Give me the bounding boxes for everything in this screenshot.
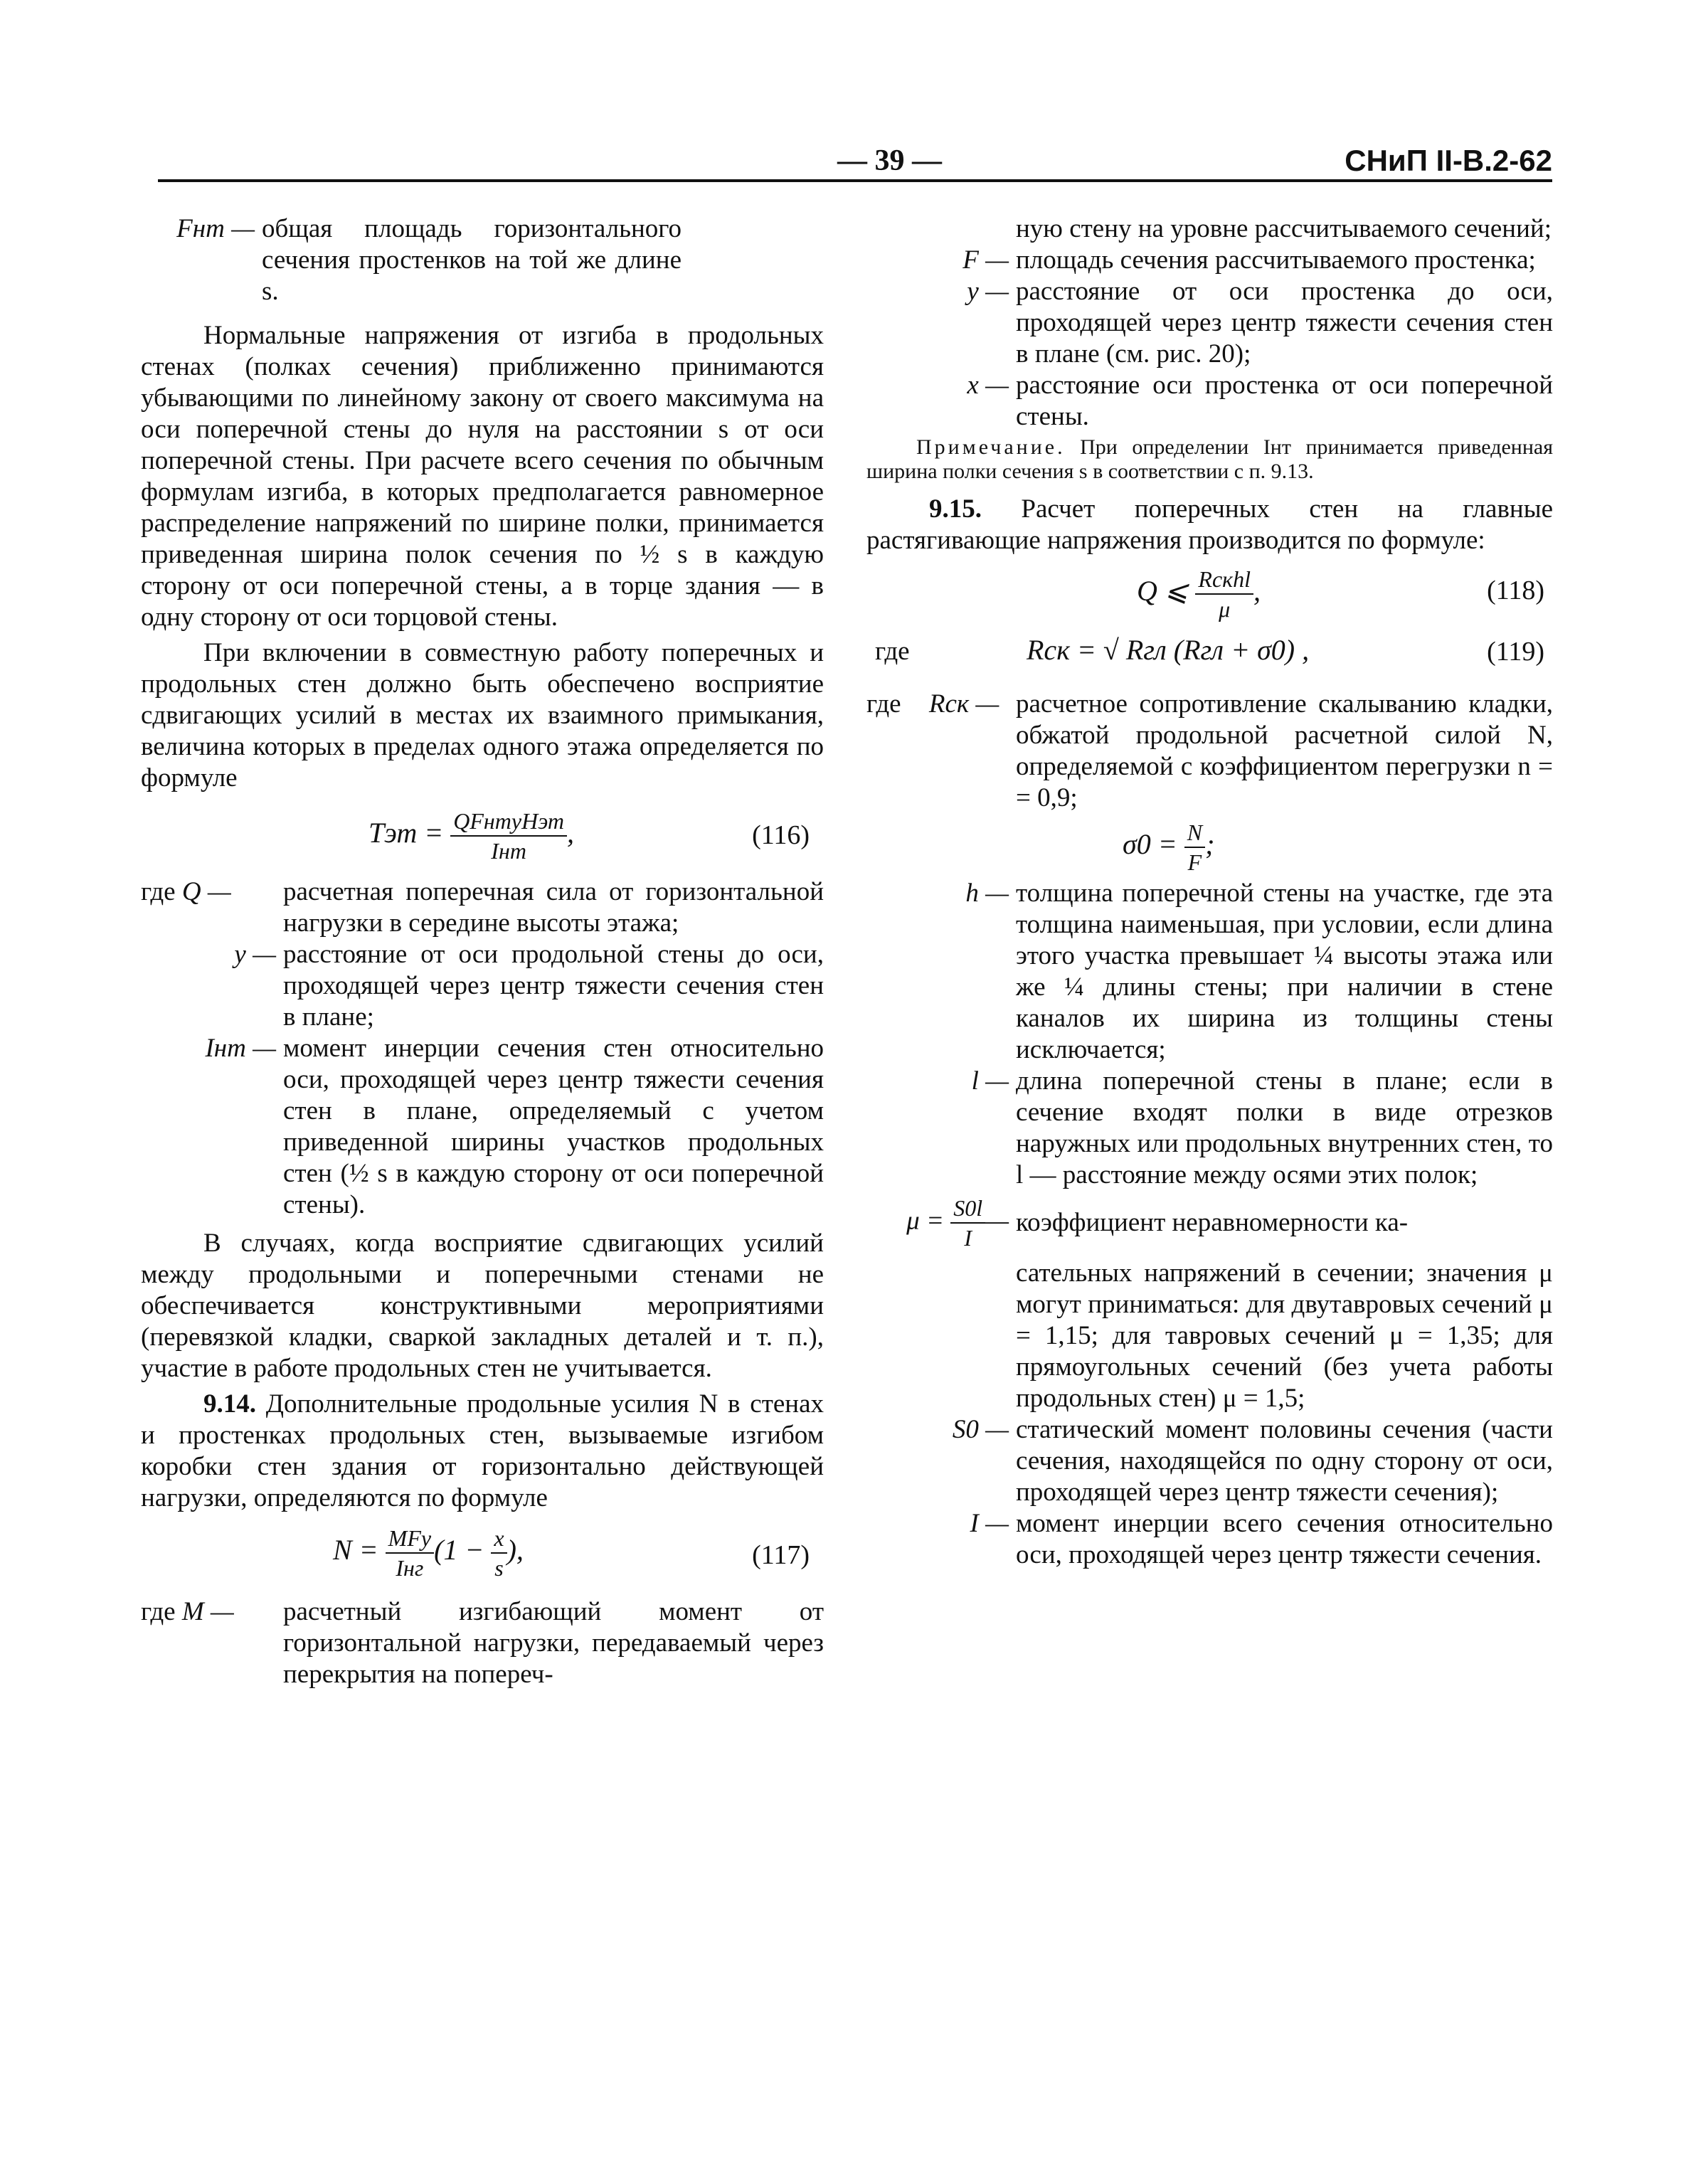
section-number: 9.15.	[929, 494, 982, 524]
definition-text: площадь сечения рассчитываемого простенка;	[1016, 245, 1536, 275]
page-number: — 39 —	[837, 144, 942, 177]
definition-s0	[866, 1414, 1553, 1508]
definition-symbol: Rск —	[928, 689, 999, 719]
definition-y	[866, 276, 1553, 370]
equation-numerator: N	[1184, 818, 1205, 848]
equation-lhs: Tэт =	[368, 817, 444, 849]
header-rule	[158, 179, 1552, 182]
definition-q	[141, 876, 824, 939]
definition-int	[141, 1033, 824, 1221]
equation-118	[866, 561, 1553, 632]
equation-numerator: MFy	[386, 1524, 434, 1554]
equation-tail: ),	[507, 1534, 524, 1567]
definition-f	[866, 245, 1553, 276]
definition-text: момент инерции всего сечения относительно оси, проходящей через центр тяжести сечения.	[1016, 1509, 1553, 1569]
definition-m	[141, 1596, 824, 1690]
equation-number: (116)	[752, 820, 810, 850]
definition-symbol: l —	[971, 1066, 1009, 1096]
note	[866, 435, 1553, 484]
definition-y	[141, 939, 824, 1033]
definition-mu	[866, 1194, 1553, 1252]
definition-text: расстояние от оси продольной стены до оси, проходящей через центр тяжести сечения стен в плане;	[283, 940, 824, 1032]
definition-symbol: I —	[970, 1509, 1009, 1538]
definition-symbol: F —	[963, 245, 1009, 275]
definition-text: сательных напряжений в сечении; значения μ могут приниматься: для двутавровых сечений μ = 1,15; для тавровых сечений μ = 1,35; для прямоугольных сечений (без учета работы продольных стен) μ = 1,5;	[1016, 1258, 1553, 1413]
definition-text: расстояние оси простенка от оси поперечной стены.	[1016, 371, 1553, 431]
where-label: где	[141, 1597, 176, 1626]
equation-number: (119)	[1487, 637, 1544, 667]
equation-lhs: N =	[333, 1534, 378, 1567]
equation-sigma	[866, 814, 1553, 878]
equation-denominator: Iнг	[396, 1555, 424, 1581]
equation-denominator: s	[494, 1555, 504, 1581]
paragraph-bending-stresses: Нормальные напряжения от изгиба в продольных стенах (полках сечения) приближенно принимаются убывающими по линейному закону от своего максимума на оси поперечной стены до нуля на расстоянии s от оси поперечной стены. При расчете всего сечения по обычным формулам изгиба, в которых предполагается равномерное распределение напряжений по ширине полки, принимается приведенная ширина полок сечения по ½ s в каждую сторону от оси поперечной стены, а в торце здания — в одну сторону от оси торцовой стены.	[141, 321, 824, 632]
definition-mu-continued	[866, 1258, 1553, 1414]
definition-symbol: S0 —	[952, 1415, 1009, 1444]
equation-numerator: QFнтyHэт	[450, 807, 567, 837]
paragraph-shear-forces: При включении в совместную работу поперечных и продольных стен должно быть обеспечено восприятие сдвигающих усилий в местах их взаимного примыкания, величина которых в пределах одного этажа определяется по формуле	[141, 638, 824, 793]
definition-text: длина поперечной стены в плане; если в сечение входят полки в виде отрезков наружных или продольных внутренних стен, то l — расстояние между осями этих полок;	[1016, 1066, 1553, 1189]
equation-denominator: Iнт	[491, 838, 526, 864]
equation-denominator: μ	[1219, 596, 1231, 622]
where-label: где	[875, 637, 910, 666]
definition-moment-of-inertia	[866, 1508, 1553, 1571]
definition-m-continued	[866, 213, 1553, 245]
section-text: Дополнительные продольные усилия N в стенах и простенках продольных стен, вызываемые изгибом коробки стен здания от горизонтально действующей нагрузки, определяются по формуле	[141, 1389, 824, 1512]
equation-lhs: μ =	[906, 1206, 944, 1236]
equation-numerator: S0l	[950, 1194, 985, 1224]
definition-symbol: y —	[967, 277, 1009, 306]
equation-119	[866, 632, 1553, 689]
definition-l	[866, 1066, 1553, 1191]
definition-text: коэффициент неравномерности ка-	[1016, 1208, 1409, 1237]
equation-numerator: Rскhl	[1195, 565, 1253, 595]
section-text: Расчет поперечных стен на главные растягивающие напряжения производится по формуле:	[866, 494, 1554, 555]
section-9-14	[141, 1389, 824, 1514]
where-label: где	[866, 689, 901, 719]
definition-rsk	[866, 689, 1553, 814]
definition-symbol: Fнт —	[176, 214, 255, 243]
definition-h	[866, 878, 1553, 1066]
section-9-15	[866, 494, 1553, 556]
equation-denominator: I	[964, 1225, 972, 1251]
definition-symbol: M —	[181, 1597, 234, 1626]
definition-text: общая площадь горизонтального сечения простенков на той же длине s.	[262, 214, 682, 306]
definition-x	[866, 370, 1553, 433]
where-label: где	[141, 877, 176, 906]
definition-text: расчетное сопротивление скалыванию кладки, обжатой продольной расчетной силой N, определяемой с коэффициентом перегрузки n = = 0,9;	[1016, 689, 1553, 812]
definition-symbol: Iнт —	[205, 1034, 276, 1063]
definition-symbol: y —	[234, 940, 276, 969]
definition-text: расчетная поперечная сила от горизонтальной нагрузки в середине высоты этажа;	[283, 877, 824, 938]
right-column	[866, 213, 1553, 1571]
definition-text: статический момент половины сечения (части сечения, находящейся по одну сторону от оси, проходящей через центр тяжести сечения);	[1016, 1415, 1553, 1507]
equation-tail: ;	[1205, 828, 1215, 861]
definition-text: толщина поперечной стены на участке, где эта толщина наименьшая, при условии, если длина этого участка превышает ¼ высоты этажа или же ¼ длины стены; при наличии в стене каналов их ширина из толщины стены исключается;	[1016, 879, 1553, 1064]
paragraph-no-shear-transfer: В случаях, когда восприятие сдвигающих усилий между продольными и поперечными стенами не обеспечивается конструктивными мероприятиями (перевязкой кладки, сваркой закладных деталей и т. п.), участие в работе продольных стен не учитывается.	[141, 1229, 824, 1383]
equation-body: Rск = √ Rгл (Rгл + σ0) ,	[1027, 634, 1310, 666]
definition-text: ную стену на уровне рассчитываемого сечений;	[1016, 214, 1552, 243]
equation-bracket: (1 −	[434, 1534, 484, 1567]
definition-text: момент инерции сечения стен относительно оси, проходящей через центр тяжести сечения стен в плане, определяемый с учетом приведенной ширины участков продольных стен (½ s в каждую сторону от оси поперечной стены).	[283, 1034, 824, 1219]
equation-tail: ,	[1253, 575, 1261, 608]
left-column	[141, 213, 824, 1690]
definition-symbol: x —	[967, 371, 1009, 400]
equation-denominator: F	[1187, 849, 1202, 875]
page-header	[158, 144, 1552, 181]
definition-text: расстояние от оси простенка до оси, проходящей через центр тяжести сечения стен в плане (см. рис. 20);	[1016, 277, 1553, 369]
equation-lhs: Q ⩽	[1137, 575, 1189, 608]
definition-fnt	[141, 213, 824, 307]
equation-tail: ,	[566, 817, 574, 849]
equation-numerator: x	[491, 1524, 507, 1554]
equation-116	[141, 798, 824, 876]
definition-text: расчетный изгибающий момент от горизонтальной нагрузки, передаваемый через перекрытия на попереч-	[283, 1597, 824, 1689]
note-label: Примечание.	[916, 435, 1066, 459]
equation-number: (117)	[752, 1540, 810, 1570]
definition-symbol: h —	[965, 879, 1009, 908]
equation-lhs: σ0 =	[1123, 828, 1177, 861]
note-text: При определении Iнт принимается приведенная ширина полки сечения s в соответствии с п. 9.13.	[866, 435, 1554, 483]
equation-117	[141, 1518, 824, 1596]
definition-dash: —	[985, 1206, 1009, 1236]
definition-symbol: Q —	[181, 877, 231, 906]
document-code: СНиП II-В.2-62	[1345, 144, 1552, 177]
equation-number: (118)	[1487, 576, 1544, 605]
section-number: 9.14.	[203, 1389, 256, 1419]
